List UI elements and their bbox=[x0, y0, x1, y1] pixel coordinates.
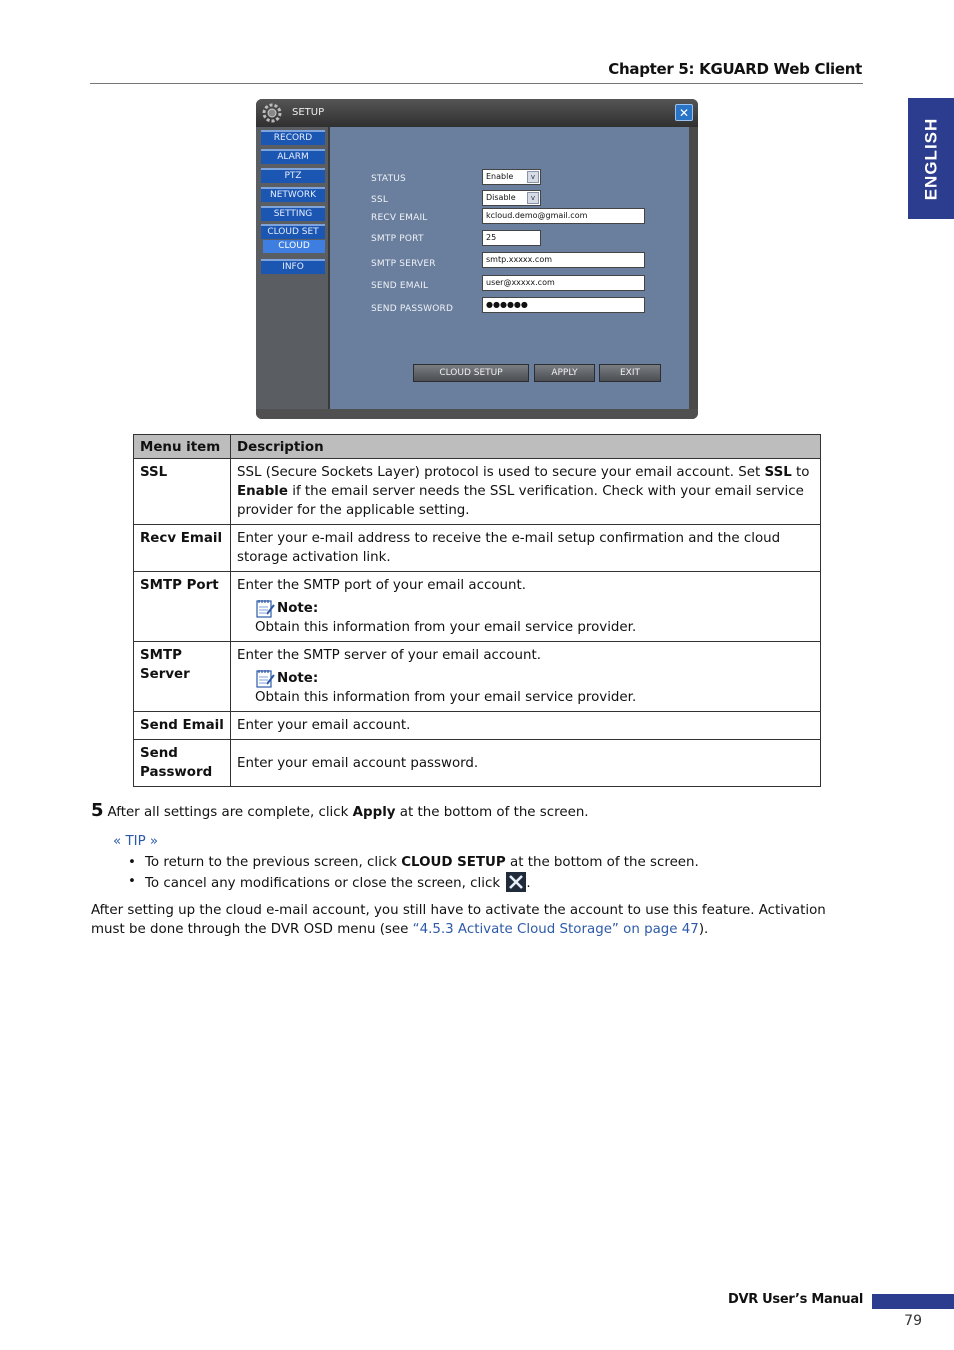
text: SSL (Secure Sockets Layer) protocol is used to secure your email account. Set bbox=[237, 465, 765, 480]
dialog-sidebar bbox=[256, 127, 328, 409]
send-password-input[interactable]: ●●●●●● bbox=[482, 297, 645, 313]
exit-button[interactable]: EXIT bbox=[599, 364, 661, 382]
bold-text: Apply bbox=[352, 805, 396, 820]
note-label: Note: bbox=[277, 671, 319, 686]
table-row bbox=[134, 572, 821, 642]
row-item: SSL bbox=[134, 459, 231, 525]
table-row bbox=[134, 525, 821, 572]
footer-bar bbox=[872, 1294, 954, 1309]
smtp-server-input[interactable]: smtp.xxxxx.com bbox=[482, 252, 645, 268]
bold-text: CLOUD SETUP bbox=[401, 855, 506, 870]
activation-paragraph bbox=[91, 901, 861, 939]
header-divider bbox=[90, 83, 863, 84]
column-header: Menu item bbox=[134, 435, 231, 459]
label-recv-email: RECV EMAIL bbox=[371, 213, 428, 223]
menu-record[interactable]: RECORD bbox=[261, 130, 325, 145]
submenu-cloud[interactable]: CLOUD bbox=[263, 240, 325, 253]
note-heading bbox=[255, 669, 814, 688]
gear-icon bbox=[261, 102, 283, 124]
row-item: SMTP Server bbox=[134, 642, 231, 712]
menu-alarm[interactable]: ALARM bbox=[261, 149, 325, 164]
text: After all settings are complete, click bbox=[107, 805, 353, 820]
text: ). bbox=[698, 922, 709, 937]
menu-info[interactable]: INFO bbox=[261, 259, 325, 274]
notepad-icon bbox=[255, 669, 275, 688]
text: To return to the previous screen, click bbox=[145, 855, 402, 870]
bold-text: SSL bbox=[764, 465, 792, 480]
status-value: Enable bbox=[486, 172, 514, 181]
label-send-password: SEND PASSWORD bbox=[371, 304, 454, 314]
text: to bbox=[791, 465, 810, 480]
row-item: Send Email bbox=[134, 712, 231, 740]
cloud-setup-button[interactable]: CLOUD SETUP bbox=[413, 364, 529, 382]
table-row bbox=[134, 642, 821, 712]
step-number: 5 bbox=[91, 800, 104, 821]
table-row bbox=[134, 712, 821, 740]
chapter-title: Chapter 5: KGUARD Web Client bbox=[608, 60, 862, 78]
row-description bbox=[231, 572, 821, 642]
menu-description-table bbox=[133, 434, 821, 787]
manual-title: DVR User’s Manual bbox=[727, 1292, 863, 1307]
row-item: Send Password bbox=[134, 740, 231, 787]
label-smtp-server: SMTP SERVER bbox=[371, 259, 436, 269]
row-description bbox=[231, 459, 821, 525]
menu-cloud-set[interactable]: CLOUD SET bbox=[261, 224, 325, 239]
label-send-email: SEND EMAIL bbox=[371, 281, 429, 291]
text: Enter the SMTP port of your email account. bbox=[237, 578, 527, 593]
step-5 bbox=[91, 800, 589, 821]
menu-network[interactable]: NETWORK bbox=[261, 187, 325, 202]
dialog-titlebar bbox=[256, 99, 698, 127]
language-tab bbox=[908, 98, 954, 219]
text: After setting up the cloud e-mail account, you still have to activate the account to use this feature. Activation must be done through the DVR OSD menu (see bbox=[91, 903, 826, 937]
label-ssl: SSL bbox=[371, 195, 389, 205]
tip-list bbox=[128, 853, 699, 893]
text: Enter the SMTP server of your email account. bbox=[237, 648, 541, 663]
row-item: Recv Email bbox=[134, 525, 231, 572]
row-description: Enter your email account password. bbox=[231, 740, 821, 787]
label-status: STATUS bbox=[371, 174, 406, 184]
notepad-icon bbox=[255, 599, 275, 618]
text: at the bottom of the screen. bbox=[505, 855, 699, 870]
chevron-down-icon: v bbox=[527, 171, 539, 183]
table-row bbox=[134, 459, 821, 525]
menu-setting[interactable]: SETTING bbox=[261, 206, 325, 221]
text: . bbox=[526, 876, 531, 891]
note-text: Obtain this information from your email service provider. bbox=[255, 690, 637, 705]
dialog-title: SETUP bbox=[292, 107, 325, 118]
dialog-edge bbox=[689, 127, 698, 409]
chevron-down-icon: v bbox=[527, 192, 539, 204]
note-block bbox=[255, 599, 814, 637]
page-number: 79 bbox=[904, 1313, 922, 1329]
bold-text: Enable bbox=[237, 484, 288, 499]
text: To cancel any modifications or close the screen, click bbox=[145, 876, 505, 891]
apply-button[interactable]: APPLY bbox=[534, 364, 595, 382]
note-text: Obtain this information from your email service provider. bbox=[255, 620, 637, 635]
label-smtp-port: SMTP PORT bbox=[371, 234, 424, 244]
list-item bbox=[128, 853, 699, 872]
note-block bbox=[255, 669, 814, 707]
row-item: SMTP Port bbox=[134, 572, 231, 642]
text: at the bottom of the screen. bbox=[395, 805, 589, 820]
close-icon[interactable]: ✕ bbox=[675, 104, 693, 121]
menu-ptz[interactable]: PTZ bbox=[261, 168, 325, 183]
text: if the email server needs the SSL verification. Check with your email service provider for the applicable setting. bbox=[237, 484, 804, 518]
ssl-select[interactable] bbox=[482, 190, 541, 206]
table-row bbox=[134, 740, 821, 787]
row-description bbox=[231, 642, 821, 712]
list-item bbox=[128, 872, 699, 893]
send-email-input[interactable]: user@xxxxx.com bbox=[482, 275, 645, 291]
row-description: Enter your e-mail address to receive the e-mail setup confirmation and the cloud storage activation link. bbox=[231, 525, 821, 572]
language-tab-label: ENGLISH bbox=[921, 117, 940, 200]
recv-email-input[interactable]: kcloud.demo@gmail.com bbox=[482, 208, 645, 224]
note-label: Note: bbox=[277, 601, 319, 616]
cross-reference-link[interactable]: “4.5.3 Activate Cloud Storage” on page 47 bbox=[412, 922, 699, 937]
note-heading bbox=[255, 599, 814, 618]
status-select[interactable] bbox=[482, 169, 541, 185]
ssl-value: Disable bbox=[486, 193, 516, 202]
column-header: Description bbox=[231, 435, 821, 459]
setup-dialog bbox=[256, 99, 698, 419]
dialog-bottom-bar bbox=[256, 409, 698, 419]
row-description: Enter your email account. bbox=[231, 712, 821, 740]
tip-heading: « TIP » bbox=[113, 834, 159, 849]
close-icon bbox=[506, 872, 526, 892]
smtp-port-input[interactable]: 25 bbox=[482, 230, 541, 246]
table-header-row bbox=[134, 435, 821, 459]
